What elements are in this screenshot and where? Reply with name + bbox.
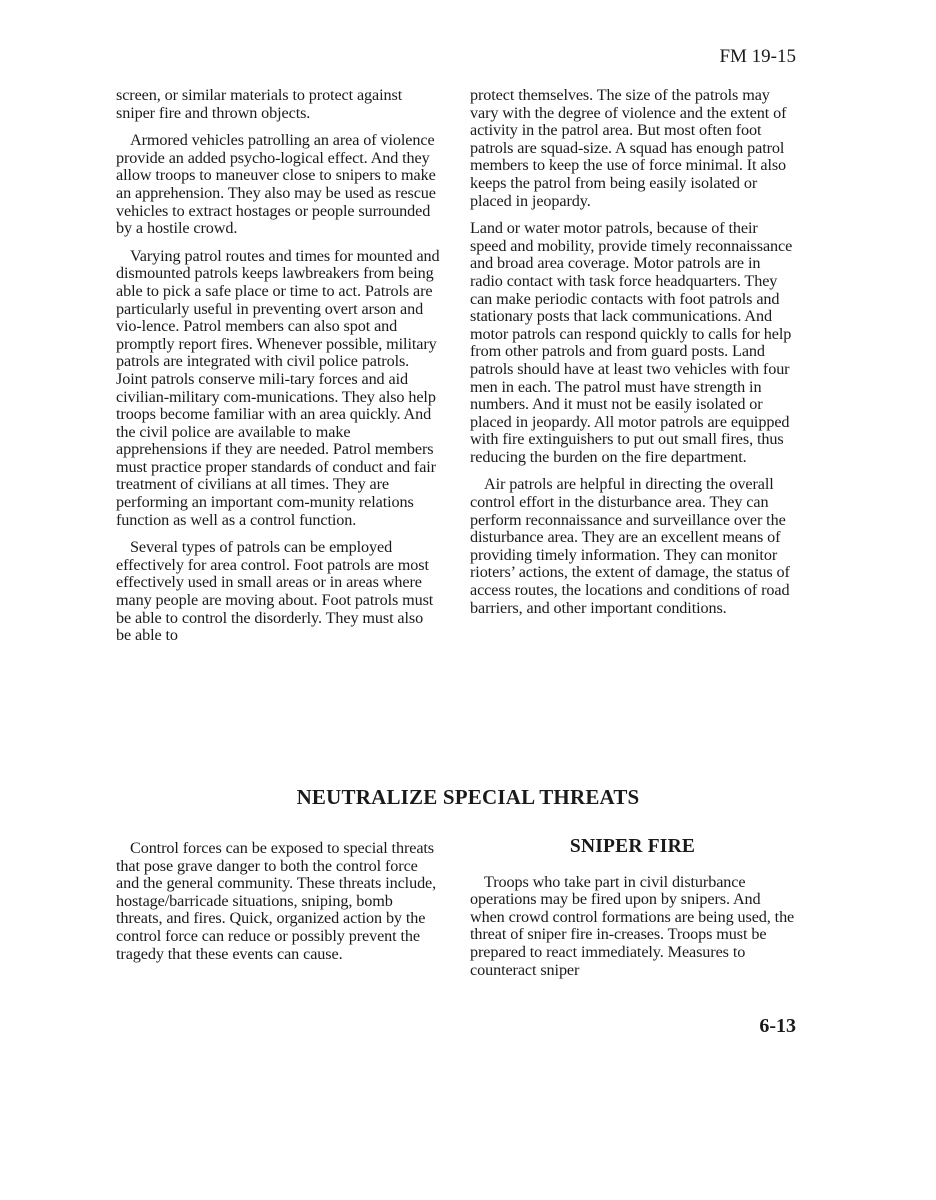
- section-heading: NEUTRALIZE SPECIAL THREATS: [296, 785, 640, 809]
- page-number: 6-13: [759, 1015, 796, 1037]
- running-header: FM 19-15: [719, 46, 796, 67]
- left-column-top: [116, 87, 441, 655]
- paragraph: protect themselves. The size of the patrols may vary with the degree of violence and the extent of activity in the patrol area. But most often foot patrols are squad-size. A squad has enough patrol members to keep the use of force minimal. It also keeps the patrol from being easily isolated or placed in jeopardy.: [470, 86, 787, 210]
- paragraph: Control forces can be exposed to special threats that pose grave danger to both the control force and the general community. These threats include, hostage/barricade situations, sniping, bomb threats, and fires. Quick, organized action by the control force can reduce or possibly prevent the tragedy that these events can cause.: [116, 839, 437, 963]
- right-column-bottom: [470, 838, 795, 989]
- paragraph: screen, or similar materials to protect against sniper fire and thrown objects.: [116, 86, 403, 122]
- paragraph: Varying patrol routes and times for mounted and dismounted patrols keeps lawbreakers from being able to pick a safe place or time to act. Patrols are particularly useful in preventing overt arson and vio-lence. Patrol members can also spot and promptly report fires. Whenever possible, military patrols are integrated with civil police patrols. Joint patrols conserve mili-tary forces and aid civilian-military com-munications. They also help troops become familiar with an area quickly. And the civil police are available to make apprehensions if they are needed. Patrol members must practice proper standards of conduct and fair treatment of civilians at all times. They are performing an important com-munity relations function as well as a control function.: [116, 246, 440, 529]
- left-column-bottom: [116, 840, 441, 973]
- paragraph: Troops who take part in civil disturbance operations may be fired upon by snipers. And when crowd control formations are being used, the threat of sniper fire in-creases. Troops must be prepared to react immediately. Measures to counteract sniper: [470, 872, 795, 979]
- paragraph: Land or water motor patrols, because of their speed and mobility, provide timely reconnaissance and broad area coverage. Motor patrols are in radio contact with task force headquarters. They can make periodic contacts with foot patrols and stationary posts that lack communications. And motor patrols can respond quickly to calls for help from other patrols and from guard posts. Land patrols should have at least two vehicles with four men in each. The patrol must have strength in numbers. And it must not be easily isolated or placed in jeopardy. All motor patrols are equipped with fire extinguishers to put out small fires, thus reducing the burden on the fire department.: [470, 219, 793, 466]
- paragraph: Armored vehicles patrolling an area of violence provide an added psycho-logical effect. And they allow troops to maneuver close to snipers to make an apprehension. They also may be used as rescue vehicles to extract hostages or people surrounded by a hostile crowd.: [116, 131, 436, 238]
- paragraph: Several types of patrols can be employed effectively for area control. Foot patrols are most effectively used in small areas or in areas where many people are moving about. Foot patrols must be able to control the disorderly. They must also be able to: [116, 538, 434, 645]
- right-column-top: [470, 87, 795, 627]
- subsection-heading: SNIPER FIRE: [569, 836, 696, 857]
- paragraph: Air patrols are helpful in directing the overall control effort in the disturbance area. They can perform reconnaissance and surveillance over the disturbance area. They are an excellent means of providing timely information. They can monitor rioters’ actions, the extent of damage, the status of access routes, the locations and conditions of road barriers, and other important conditions.: [470, 475, 790, 617]
